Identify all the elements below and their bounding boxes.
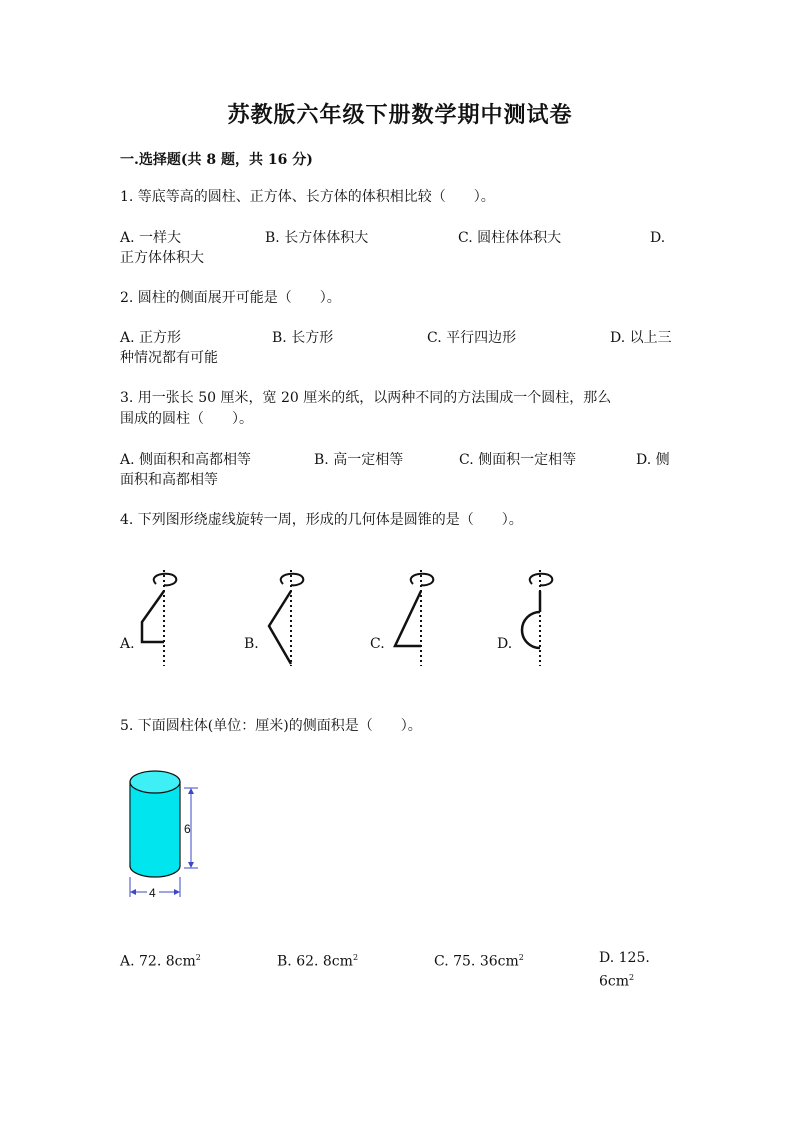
option-d-text: D. 125. 6cm — [599, 950, 650, 990]
square-unit-exponent: 2 — [629, 973, 635, 982]
option-c[interactable]: C. 侧面积一定相等 — [459, 452, 577, 468]
cylinder-figure — [120, 764, 210, 904]
option-d[interactable]: D. 侧 — [636, 452, 670, 468]
rotation-figure-c[interactable] — [385, 568, 445, 668]
question-1-text: 1. 等底等高的圆柱、正方体、长方体的体积相比较（ ）。 — [120, 189, 495, 205]
question-3-options — [120, 450, 680, 470]
diameter-arrow-right-icon — [174, 889, 180, 895]
rotation-figure-d[interactable] — [510, 568, 570, 668]
question-2-option-d-continuation: 种情况都有可能 — [120, 350, 218, 366]
height-arrow-up-icon — [188, 788, 194, 794]
rotation-shape — [269, 591, 291, 664]
option-d[interactable] — [599, 948, 680, 992]
option-d[interactable]: D. 以上三 — [610, 330, 672, 346]
rotation-figure-b[interactable] — [255, 568, 315, 668]
height-label: 6 — [184, 822, 191, 836]
figure-a-label: A. — [120, 636, 135, 652]
option-b[interactable]: B. 长方体体积大 — [265, 230, 369, 246]
option-d[interactable]: D. — [650, 230, 666, 246]
option-a[interactable]: A. 一样大 — [120, 230, 182, 246]
square-unit-exponent: 2 — [518, 953, 524, 962]
diameter-arrow-left-icon — [130, 889, 136, 895]
question-2-options — [120, 328, 680, 348]
rotation-figure-a[interactable] — [130, 568, 190, 668]
option-b[interactable]: B. 长方形 — [272, 330, 334, 346]
square-unit-exponent: 2 — [352, 953, 359, 962]
figure-b-label: B. — [244, 636, 259, 652]
option-a[interactable]: A. 侧面积和高都相等 — [120, 452, 252, 468]
question-5-options — [120, 948, 680, 990]
option-b[interactable]: B. 高一定相等 — [314, 452, 404, 468]
option-a[interactable]: A. 正方形 — [120, 330, 182, 346]
question-2-text: 2. 圆柱的侧面展开可能是（ ）。 — [120, 290, 341, 306]
cylinder-fill-cover — [131, 782, 180, 866]
square-unit-exponent: 2 — [195, 953, 201, 962]
question-3-text: 3. 用一张长 50 厘米，宽 20 厘米的纸，以两种不同的方法围成一个圆柱，那么 — [120, 390, 612, 406]
rotation-shape-semicircle — [522, 612, 540, 648]
question-5-text: 5. 下面圆柱体(单位：厘米)的侧面积是（ ）。 — [120, 718, 422, 734]
figure-d-label: D. — [497, 636, 513, 652]
question-4-text: 4. 下列图形绕虚线旋转一周，形成的几何体是圆锥的是（ ）。 — [120, 512, 523, 528]
option-c[interactable]: C. 平行四边形 — [427, 330, 517, 346]
question-3-option-d-continuation: 面积和高都相等 — [120, 472, 218, 488]
question-1-option-d-continuation: 正方体体积大 — [120, 250, 204, 266]
option-a-text: A. 72. 8cm — [120, 953, 196, 970]
section-heading: 一.选择题(共 8 题，共 16 分) — [120, 152, 313, 168]
diameter-label: 4 — [149, 886, 156, 900]
cylinder-top — [130, 771, 180, 793]
figure-c-label: C. — [370, 636, 385, 652]
option-c-text: C. 75. 36cm — [434, 953, 519, 970]
rotation-shape — [395, 591, 421, 646]
option-b[interactable] — [277, 948, 358, 972]
option-b-text: B. 62. 8cm — [277, 953, 353, 970]
option-c[interactable]: C. 圆柱体体积大 — [458, 230, 562, 246]
option-a[interactable] — [120, 948, 201, 972]
question-1-options — [120, 228, 680, 248]
option-c[interactable] — [434, 948, 524, 972]
page-title: 苏教版六年级下册数学期中测试卷 — [227, 102, 573, 128]
height-arrow-down-icon — [188, 862, 194, 868]
question-3-text-line-2: 围成的圆柱（ ）。 — [120, 411, 253, 427]
rotation-shape — [142, 591, 164, 642]
